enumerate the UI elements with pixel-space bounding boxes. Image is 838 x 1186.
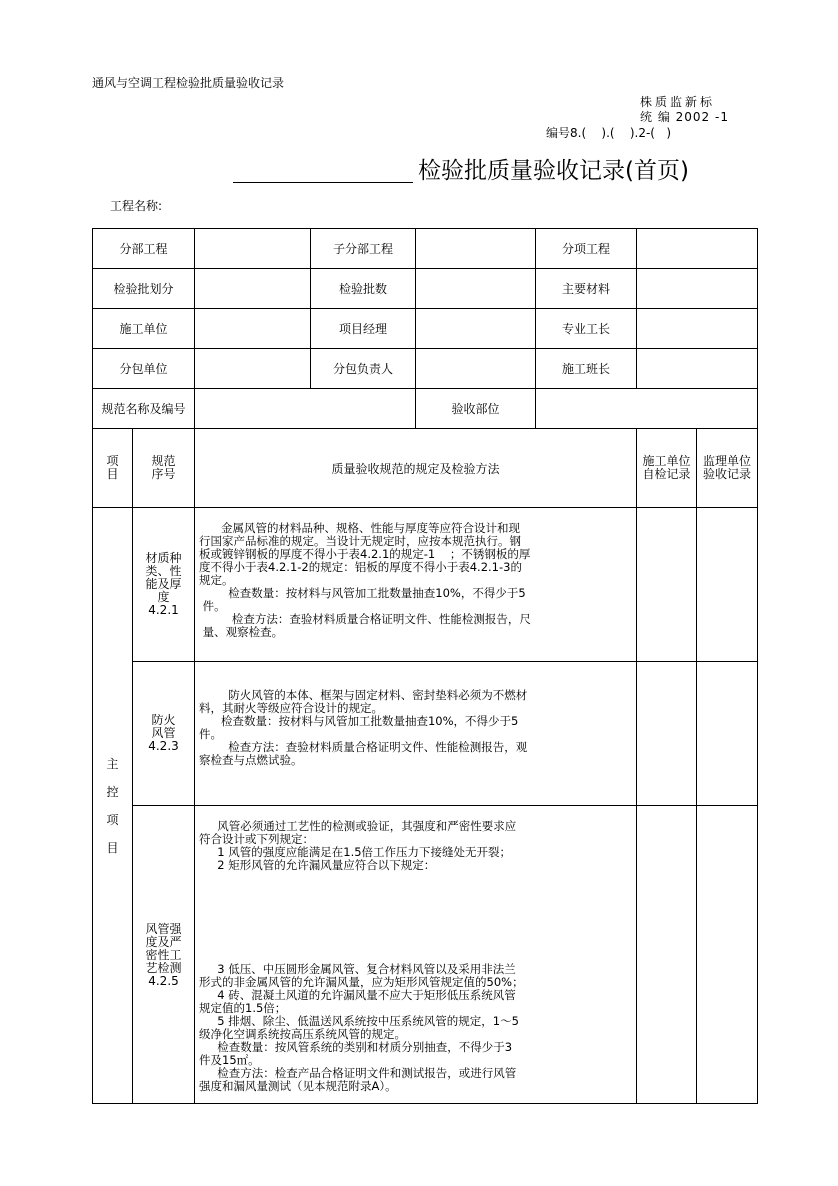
standard-code-line2: 统 编 2002 -1 bbox=[640, 110, 729, 124]
item-requirement-text: 防火风管的本体、框架与固定材料、密封垫料必须为不燃材 料，其耐火等级应符合设计的规定。 检查数量：按材料与风管加工批数量抽查10%，不得少于5 件。 检查方法：查验材料质量合格证明文件、性能检测报告，观 察检查与点燃试验。 bbox=[195, 662, 637, 806]
zifenbu-value[interactable] bbox=[416, 229, 536, 269]
pishu-label: 检验批数 bbox=[311, 269, 416, 309]
fenbao-fuzeren-value[interactable] bbox=[416, 349, 536, 389]
shigong-unit-value[interactable] bbox=[195, 309, 311, 349]
fenbao-unit-label: 分包单位 bbox=[93, 349, 195, 389]
shigong-unit-label: 施工单位 bbox=[93, 309, 195, 349]
fenxiang-value[interactable] bbox=[637, 229, 758, 269]
pihua-value[interactable] bbox=[195, 269, 311, 309]
fenbu-value[interactable] bbox=[195, 229, 311, 269]
shigong-banzhang-value[interactable] bbox=[637, 349, 758, 389]
item-requirement-text: 风管必须通过工艺性的检测或验证，其强度和严密性要求应 符合设计或下列规定： 1 风管的强度应能满足在1.5倍工作压力下接缝处无开裂； 2 矩形风管的允许漏风量应符合以下规定： 3 低压、中压圆形金属风管、复合材料风管以及采用非法兰 形式的非金属风管的允许漏风量，应为矩形风管规定值的50%； 4 砖、混凝土风道的允许漏风量不应大于矩形低压系统风管 规定值的1.5倍； 5 排烟、除尘、低温送风系统按中压系统风管的规定，1～5 级净化空调系统按高压系统风管的规定。 检查数量：按风管系统的类别和材质分别抽查，不得少于3 件及15㎡。 检查方法：检查产品合格证明文件和测试报告，或进行风管 强度和漏风量测试（见本规范附录A）。 bbox=[195, 806, 637, 1104]
supervisor-record[interactable] bbox=[697, 662, 758, 806]
column-header-self-check: 施工单位 自检记录 bbox=[637, 429, 697, 508]
table-row bbox=[93, 662, 758, 806]
column-header-clause: 规范 序号 bbox=[133, 429, 195, 508]
record-table bbox=[92, 228, 758, 1104]
yanshou-buwei-value[interactable] bbox=[536, 389, 758, 429]
cailiao-label: 主要材料 bbox=[536, 269, 637, 309]
column-header-method: 质量验收规范的规定及检验方法 bbox=[195, 429, 637, 508]
clause-label: 风管强 度及严 密性工 艺检测 4.2.5 bbox=[133, 806, 195, 1104]
fenbu-label: 分部工程 bbox=[93, 229, 195, 269]
serial-number: 编号8.( ).( ).2-( ) bbox=[546, 126, 672, 140]
column-header-item: 项 目 bbox=[93, 429, 133, 508]
page-title: 检验批质量验收记录(首页) bbox=[418, 158, 689, 184]
fenbao-fuzeren-label: 分包负责人 bbox=[311, 349, 416, 389]
fenbao-unit-value[interactable] bbox=[195, 349, 311, 389]
supervisor-record[interactable] bbox=[697, 508, 758, 662]
zhuanye-gongzhang-label: 专业工长 bbox=[536, 309, 637, 349]
item-requirement-text: 金属风管的材料品种、规格、性能与厚度等应符合设计和现 行国家产品标准的规定。当设计无规定时，应按本规范执行。钢 板或镀锌钢板的厚度不得小于表4.2.1的规定-1 ；不锈钢板的厚 度不得小于表4.2.1-2的规定：铝板的厚度不得小于表4.2.1-3的 规定。 检查数量：按材料与风管加工批数量抽查10%，不得少于5 件。 检查方法：查验材料质量合格证明文件、性能检测报告，尺 量、观察检查。 bbox=[195, 508, 637, 662]
self-check-record[interactable] bbox=[637, 508, 697, 662]
pihua-label: 检验批划分 bbox=[93, 269, 195, 309]
shigong-banzhang-label: 施工班长 bbox=[536, 349, 637, 389]
pishu-value[interactable] bbox=[416, 269, 536, 309]
table-row bbox=[93, 806, 758, 1104]
cailiao-value[interactable] bbox=[637, 269, 758, 309]
table-row bbox=[93, 508, 758, 662]
project-name-label: 工程名称: bbox=[110, 199, 163, 213]
self-check-record[interactable] bbox=[637, 662, 697, 806]
xiangmu-jingli-value[interactable] bbox=[416, 309, 536, 349]
clause-label: 材质种 类、性 能及厚 度 4.2.1 bbox=[133, 508, 195, 662]
xiangmu-jingli-label: 项目经理 bbox=[311, 309, 416, 349]
main-control-group-label: 主 控 项 目 bbox=[93, 508, 133, 1104]
supervisor-record[interactable] bbox=[697, 806, 758, 1104]
title-blank-line[interactable] bbox=[233, 182, 413, 183]
guifan-label: 规范名称及编号 bbox=[93, 389, 195, 429]
self-check-record[interactable] bbox=[637, 806, 697, 1104]
clause-label: 防火 风管 4.2.3 bbox=[133, 662, 195, 806]
document-category: 通风与空调工程检验批质量验收记录 bbox=[92, 76, 285, 90]
guifan-value[interactable] bbox=[195, 389, 416, 429]
standard-code-line1: 株质监新标 bbox=[640, 95, 716, 109]
yanshou-buwei-label: 验收部位 bbox=[416, 389, 536, 429]
zhuanye-gongzhang-value[interactable] bbox=[637, 309, 758, 349]
fenxiang-label: 分项工程 bbox=[536, 229, 637, 269]
zifenbu-label: 子分部工程 bbox=[311, 229, 416, 269]
column-header-supervisor: 监理单位 验收记录 bbox=[697, 429, 758, 508]
